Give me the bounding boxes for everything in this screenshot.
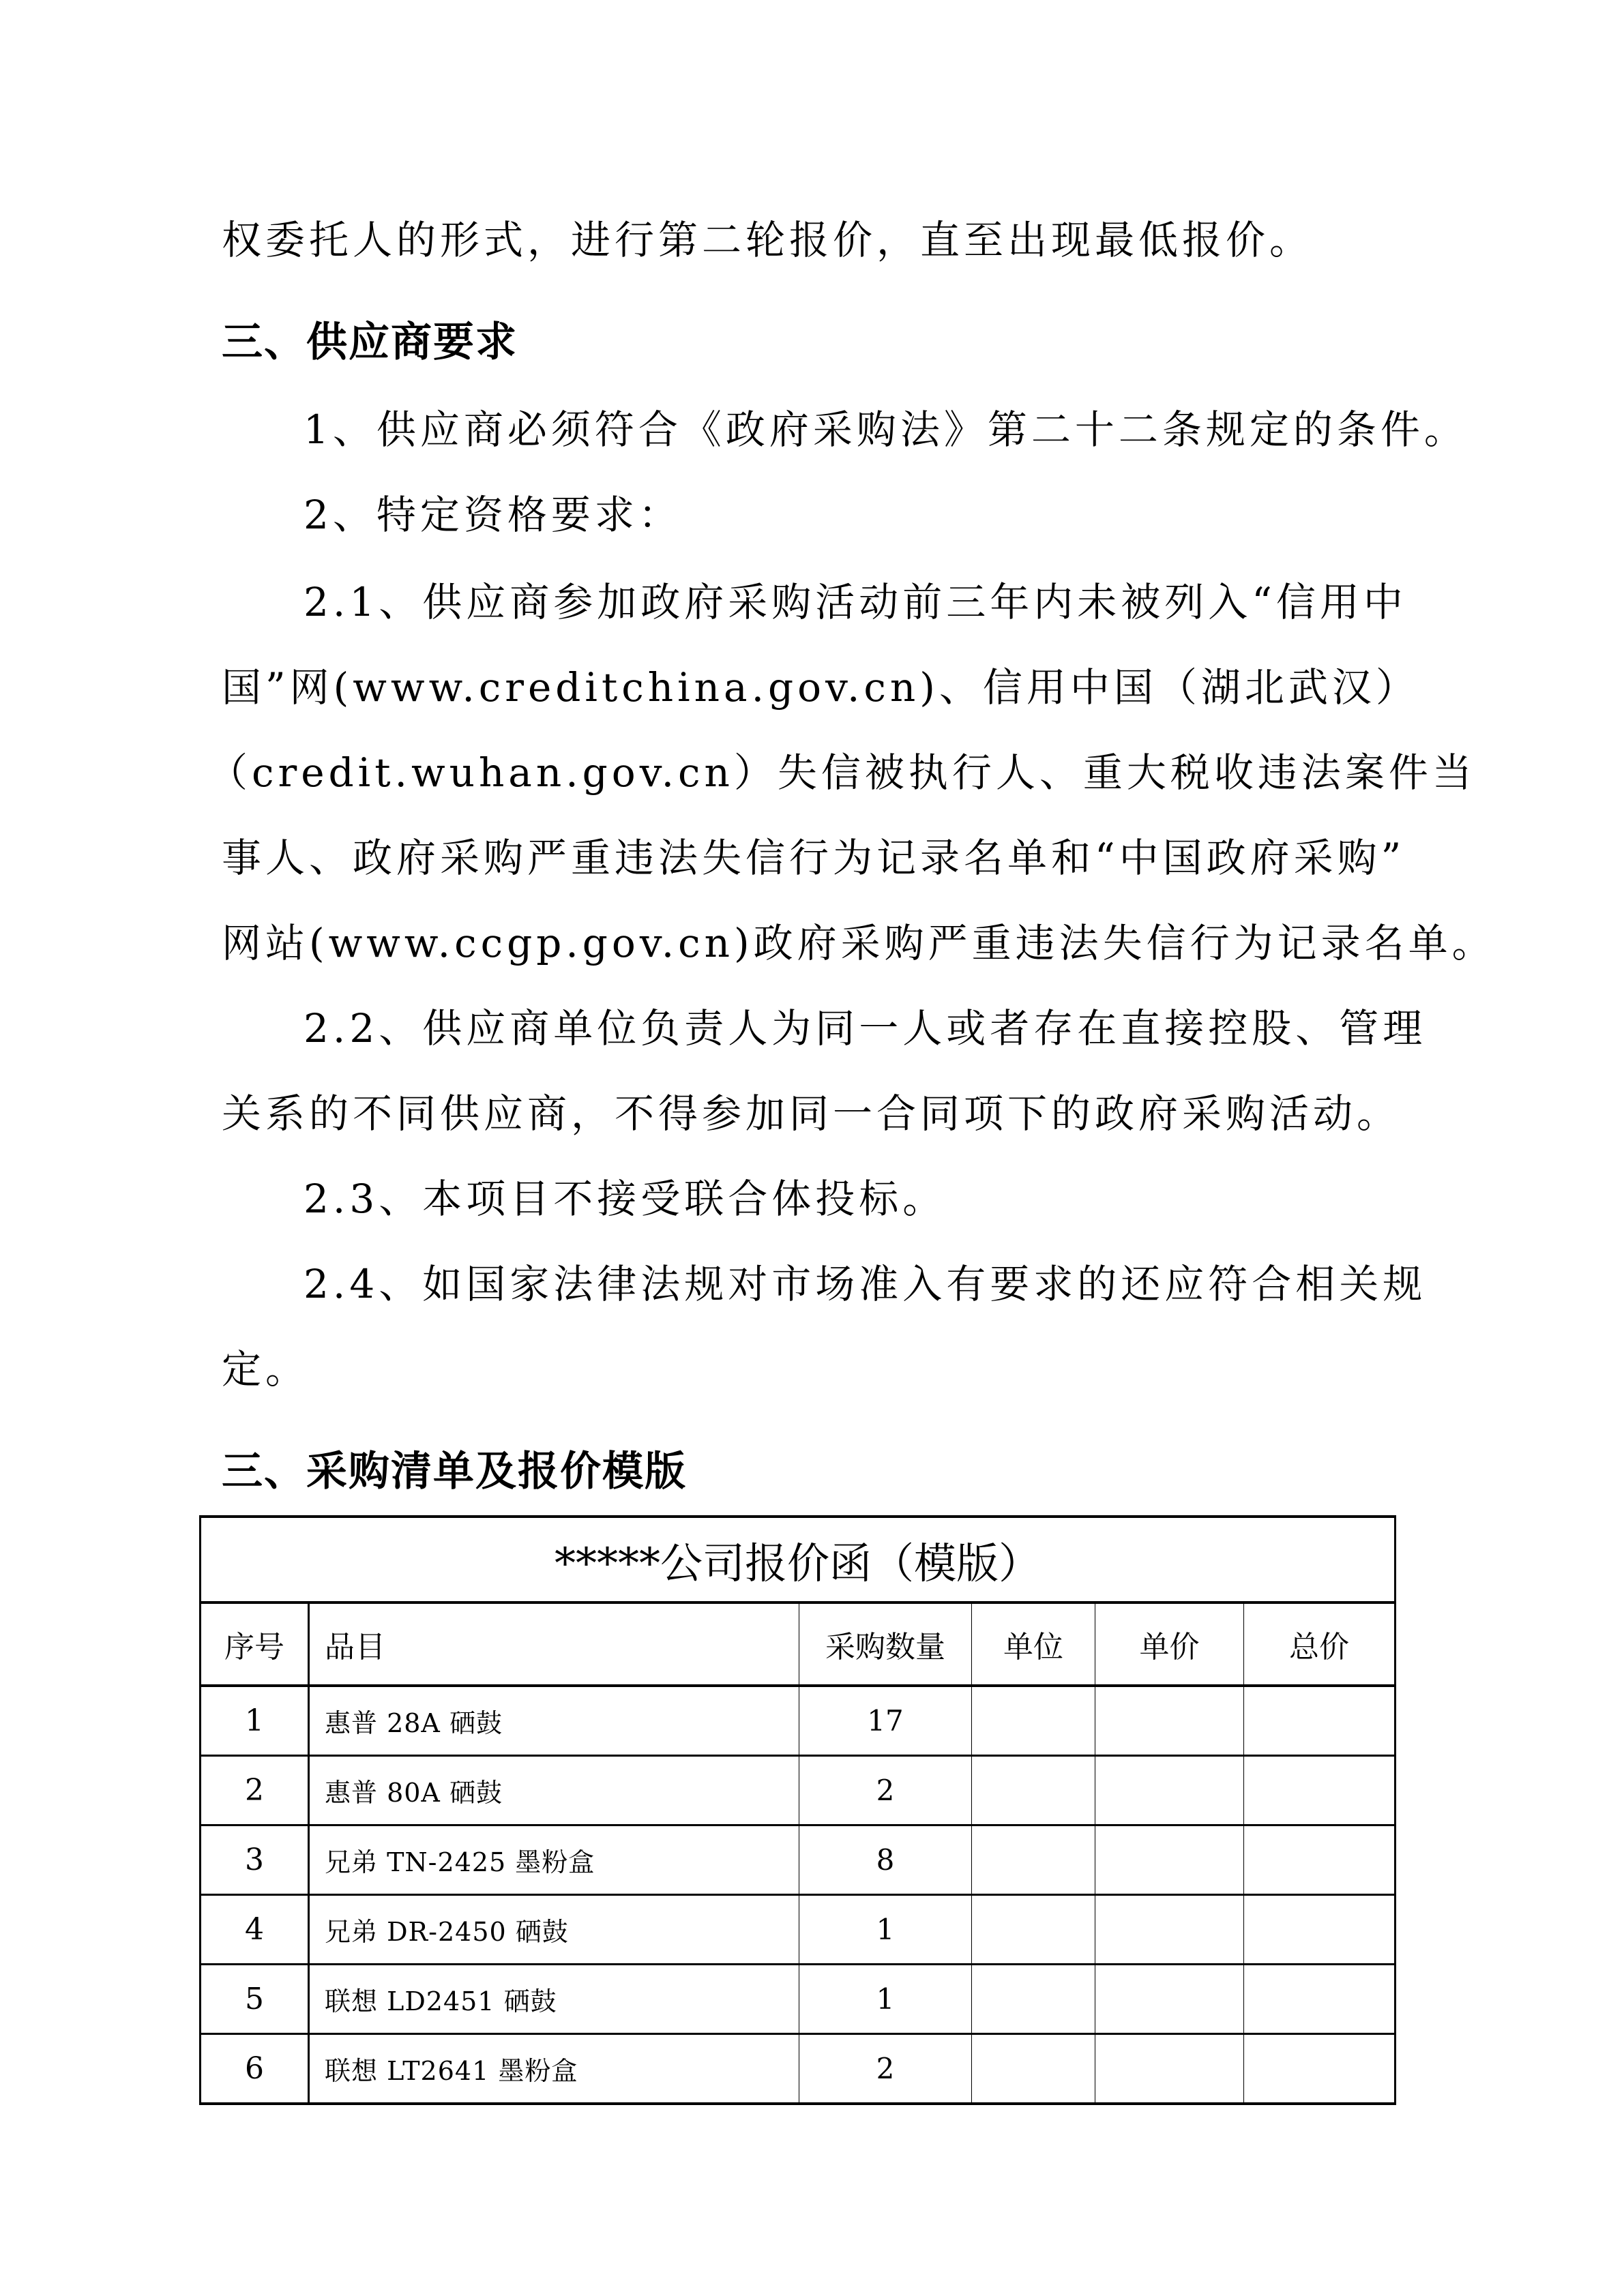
header-item: 品目 — [309, 1602, 799, 1686]
quote-table — [199, 1515, 1396, 2105]
row-item: 惠普 28A 硒鼓 — [309, 1686, 799, 1756]
table-row — [201, 2034, 1396, 2104]
row-total-cell — [1244, 1686, 1396, 1756]
requirement-2-1-line-2: 国”网(www.creditchina.gov.cn)、信用中国（湖北武汉） — [222, 664, 1419, 711]
requirement-2-1-line-3: （credit.wuhan.gov.cn）失信被执行人、重大税收违法案件当 — [208, 749, 1476, 796]
row-seq: 2 — [201, 1756, 309, 1825]
table-row — [201, 1895, 1396, 1965]
requirement-1: 1、供应商必须符合《政府采购法》第二十二条规定的条件。 — [304, 406, 1468, 453]
section-heading-procurement-list: 三、采购清单及报价模版 — [222, 1448, 687, 1495]
quote-table-title: *****公司报价函（模版） — [201, 1517, 1396, 1602]
row-unit-price-cell — [1095, 1825, 1244, 1895]
row-unit-cell — [972, 1965, 1095, 2034]
row-seq: 4 — [201, 1895, 309, 1965]
row-total-cell — [1244, 1895, 1396, 1965]
row-item: 联想 LT2641 墨粉盒 — [309, 2034, 799, 2104]
row-seq: 1 — [201, 1686, 309, 1756]
header-qty: 采购数量 — [799, 1602, 972, 1686]
quote-table-header-row — [201, 1602, 1396, 1686]
requirement-2-2-line-2: 关系的不同供应商，不得参加同一合同项下的政府采购活动。 — [222, 1090, 1401, 1137]
row-unit-price-cell — [1095, 1895, 1244, 1965]
requirement-2-4-line-2: 定。 — [222, 1346, 310, 1392]
row-qty: 1 — [799, 1965, 972, 2034]
row-unit-price-cell — [1095, 2034, 1244, 2104]
paragraph-line: 权委托人的形式，进行第二轮报价，直至出现最低报价。 — [222, 217, 1314, 263]
row-item: 兄弟 TN-2425 墨粉盒 — [309, 1825, 799, 1895]
row-unit-cell — [972, 1686, 1095, 1756]
header-unit-price: 单价 — [1095, 1602, 1244, 1686]
row-qty: 2 — [799, 1756, 972, 1825]
requirement-2-1-line-5: 网站(www.ccgp.gov.cn)政府采购严重违法失信行为记录名单。 — [222, 920, 1496, 966]
header-total: 总价 — [1244, 1602, 1396, 1686]
requirement-2: 2、特定资格要求： — [304, 492, 682, 538]
row-item: 兄弟 DR-2450 硒鼓 — [309, 1895, 799, 1965]
row-seq: 6 — [201, 2034, 309, 2104]
row-qty: 17 — [799, 1686, 972, 1756]
row-seq: 3 — [201, 1825, 309, 1895]
row-unit-price-cell — [1095, 1756, 1244, 1825]
row-unit-cell — [972, 1895, 1095, 1965]
row-unit-price-cell — [1095, 1965, 1244, 2034]
row-item: 惠普 80A 硒鼓 — [309, 1756, 799, 1825]
requirement-2-2-line-1: 2.2、供应商单位负责人为同一人或者存在直接控股、管理 — [304, 1005, 1427, 1052]
requirement-2-4-line-1: 2.4、如国家法律法规对市场准入有要求的还应符合相关规 — [304, 1261, 1427, 1307]
row-total-cell — [1244, 1825, 1396, 1895]
row-qty: 2 — [799, 2034, 972, 2104]
quote-table-body — [201, 1686, 1396, 2104]
row-unit-price-cell — [1095, 1686, 1244, 1756]
row-unit-cell — [972, 1825, 1095, 1895]
requirement-2-3: 2.3、本项目不接受联合体投标。 — [304, 1176, 947, 1222]
header-unit: 单位 — [972, 1602, 1095, 1686]
row-total-cell — [1244, 1965, 1396, 2034]
row-unit-cell — [972, 2034, 1095, 2104]
row-unit-cell — [972, 1756, 1095, 1825]
row-item: 联想 LD2451 硒鼓 — [309, 1965, 799, 2034]
header-seq: 序号 — [201, 1602, 309, 1686]
row-total-cell — [1244, 2034, 1396, 2104]
requirement-2-1-line-4: 事人、政府采购严重违法失信行为记录名单和“中国政府采购” — [222, 835, 1406, 881]
row-seq: 5 — [201, 1965, 309, 2034]
row-total-cell — [1244, 1756, 1396, 1825]
table-row — [201, 1756, 1396, 1825]
quote-table-title-row — [201, 1517, 1396, 1602]
row-qty: 1 — [799, 1895, 972, 1965]
table-row — [201, 1686, 1396, 1756]
section-heading-supplier-requirements: 三、供应商要求 — [222, 318, 518, 366]
table-row — [201, 1825, 1396, 1895]
row-qty: 8 — [799, 1825, 972, 1895]
requirement-2-1-line-1: 2.1、供应商参加政府采购活动前三年内未被列入“信用中 — [304, 579, 1407, 625]
table-row — [201, 1965, 1396, 2034]
